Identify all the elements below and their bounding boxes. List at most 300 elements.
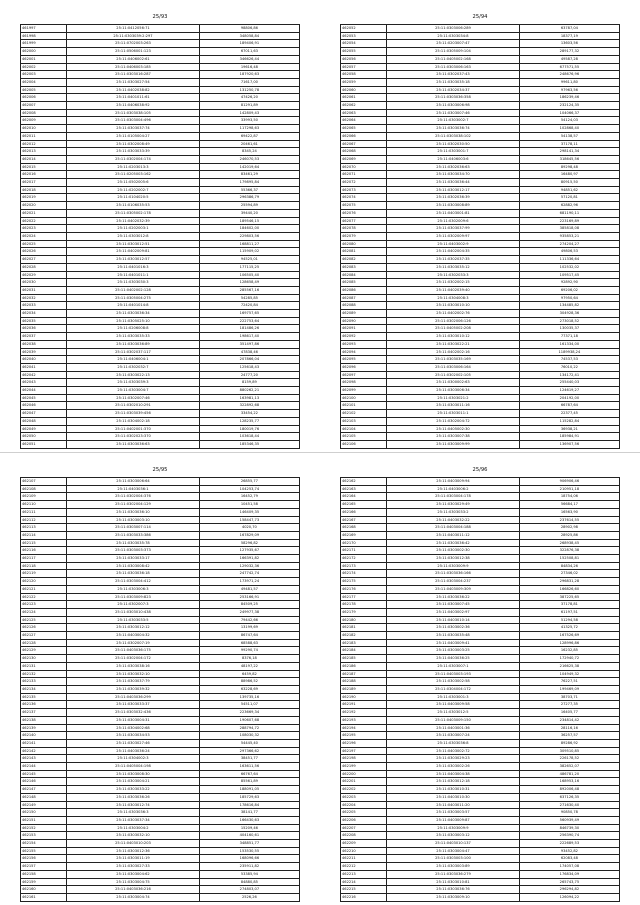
table-row xyxy=(21,516,300,524)
table-row xyxy=(341,601,620,609)
value-cell: 71617,00 xyxy=(199,78,299,86)
row-number-cell: 462114 xyxy=(21,531,67,539)
table-row xyxy=(21,371,300,379)
value-cell: 36257,57 xyxy=(519,732,619,740)
cadastral-number-cell: 25:11:0303009:9 xyxy=(387,824,520,832)
cadastral-number-cell: 25:11:0302007:46 xyxy=(67,394,200,402)
table-row xyxy=(341,102,620,110)
value-cell: 181486,26 xyxy=(199,325,299,333)
row-number-cell: 462205 xyxy=(341,809,387,817)
row-number-cell: 462171 xyxy=(341,547,387,555)
cadastral-number-cell: 25:11:0303003:373 xyxy=(67,547,200,555)
table-row xyxy=(21,25,300,33)
value-cell: 486781,20 xyxy=(519,770,619,778)
cadastral-number-cell: 25:11:0303012:51 xyxy=(67,240,200,248)
value-cell: 187920,63 xyxy=(199,71,299,79)
cadastral-number-cell: 25:11:0401016:3 xyxy=(67,263,200,271)
table-row xyxy=(21,508,300,516)
cadastral-number-cell: 25:11:0402009:81 xyxy=(67,248,200,256)
cadastral-number-cell: 25:11:0402002:16 xyxy=(387,348,520,356)
register-table xyxy=(20,477,300,902)
cadastral-number-cell: 25:11:0403002:97 xyxy=(387,608,520,616)
value-cell: 115282,84 xyxy=(519,417,619,425)
cadastral-number-cell: 25:11:0403009:309 xyxy=(387,585,520,593)
value-cell: 49806,53 xyxy=(519,248,619,256)
cadastral-number-cell: 25:11:0303036:279 xyxy=(387,870,520,878)
value-cell: 161334,00 xyxy=(519,340,619,348)
row-number-cell: 462202 xyxy=(341,786,387,794)
cadastral-number-cell: 25:11:0502005:6 xyxy=(67,179,200,187)
row-number-cell: 462100 xyxy=(341,394,387,402)
value-cell: 63787,04 xyxy=(519,25,619,33)
row-number-cell: 462161 xyxy=(21,893,67,901)
row-number-cell: 462094 xyxy=(341,348,387,356)
cadastral-number-cell: 25:11:0403002:72 xyxy=(387,747,520,755)
table-row xyxy=(21,433,300,441)
cadastral-number-cell: 25:11:0303004:75 xyxy=(67,878,200,886)
cadastral-number-cell: 25:11:0302004:376 xyxy=(67,493,200,501)
row-number-cell: 462011 xyxy=(21,132,67,140)
table-row xyxy=(341,678,620,686)
table-row xyxy=(21,279,300,287)
table-row xyxy=(21,840,300,848)
cadastral-number-cell: 25:11:0302002:15 xyxy=(387,279,520,287)
value-cell: 83461,29 xyxy=(199,171,299,179)
row-number-cell: 462203 xyxy=(341,793,387,801)
cadastral-number-cell: 25:11:0303002:30 xyxy=(387,547,520,555)
value-cell: 296386,79 xyxy=(199,194,299,202)
value-cell: 296831,28 xyxy=(519,578,619,586)
cadastral-number-cell: 25:11:0303030:3 xyxy=(67,279,200,287)
cadastral-number-cell: 25:11:0302032:7 xyxy=(67,363,200,371)
table-row xyxy=(21,701,300,709)
value-cell: 935853,21 xyxy=(519,232,619,240)
value-cell: 69422,87 xyxy=(199,132,299,140)
table-row xyxy=(341,55,620,63)
table-row xyxy=(341,608,620,616)
value-cell: 168811,27 xyxy=(199,240,299,248)
cadastral-number-cell: 25:11:0303034:8 xyxy=(387,32,520,40)
row-number-cell: 462023 xyxy=(21,225,67,233)
cadastral-number-cell: 25:11:0304002:18 xyxy=(67,417,200,425)
table-row xyxy=(341,478,620,486)
cadastral-number-cell: 25:11:0406003:185 xyxy=(67,63,200,71)
value-cell: 8159,89 xyxy=(199,379,299,387)
cadastral-number-cell: 25:11:0303038:102 xyxy=(387,132,520,140)
cadastral-number-cell: 25:11:0303036:63 xyxy=(67,440,200,448)
cadastral-number-cell: 25:11:0303002:26 xyxy=(387,763,520,771)
row-number-cell: 462120 xyxy=(21,578,67,586)
value-cell: 223669,34 xyxy=(199,709,299,717)
row-number-cell: 461997 xyxy=(21,25,67,33)
table-row xyxy=(21,417,300,425)
value-cell: 248676,96 xyxy=(519,71,619,79)
cadastral-number-cell: 25:11:0403036:24 xyxy=(67,747,200,755)
cadastral-number-cell: 25:11:0303033:37 xyxy=(67,701,200,709)
value-cell: 274803,07 xyxy=(199,886,299,894)
table-row xyxy=(341,824,620,832)
row-number-cell: 462084 xyxy=(341,271,387,279)
cadastral-number-cell: 25:11:0303007:24 xyxy=(387,732,520,740)
table-row xyxy=(341,801,620,809)
value-cell: 18377,19 xyxy=(519,32,619,40)
value-cell: 131250,78 xyxy=(199,86,299,94)
cadastral-number-cell: 25:11:0302037:117 xyxy=(67,348,200,356)
table-row xyxy=(341,886,620,894)
cadastral-number-cell: 25:11:0402001:370 xyxy=(67,425,200,433)
row-number-cell: 462004 xyxy=(21,78,67,86)
table-row xyxy=(341,209,620,217)
table-row xyxy=(21,824,300,832)
row-number-cell: 462036 xyxy=(21,325,67,333)
row-number-cell: 462157 xyxy=(21,863,67,871)
row-number-cell: 462110 xyxy=(21,501,67,509)
row-number-cell: 462026 xyxy=(21,248,67,256)
value-cell: 49481,57 xyxy=(199,585,299,593)
cadastral-number-cell: 25:11:0303036:22 xyxy=(387,593,520,601)
cadastral-number-cell: 25:11:0303004:21 xyxy=(67,778,200,786)
table-row xyxy=(21,524,300,532)
row-number-cell: 462160 xyxy=(21,886,67,894)
page-number: 25/93 xyxy=(152,14,168,20)
value-cell: 318645,56 xyxy=(519,155,619,163)
cadastral-number-cell: 25:11:0403003:193 xyxy=(387,670,520,678)
table-row xyxy=(341,793,620,801)
value-cell: 296294,82 xyxy=(519,886,619,894)
value-cell: 115909,02 xyxy=(199,248,299,256)
row-number-cell: 462062 xyxy=(341,102,387,110)
row-number-cell: 462014 xyxy=(21,155,67,163)
cadastral-number-cell: 25:11:0303035:12 xyxy=(387,263,520,271)
row-number-cell: 462104 xyxy=(341,425,387,433)
value-cell: 158447,73 xyxy=(199,516,299,524)
cadastral-number-cell: 25:11:0303009:10 xyxy=(387,893,520,901)
table-row xyxy=(21,678,300,686)
value-cell: 256390,74 xyxy=(519,832,619,840)
row-number-cell: 462050 xyxy=(21,433,67,441)
row-number-cell: 462192 xyxy=(341,709,387,717)
value-cell: 346626,44 xyxy=(199,55,299,63)
value-cell: 222753,64 xyxy=(199,317,299,325)
value-cell: 207866,04 xyxy=(199,356,299,364)
table-row xyxy=(341,394,620,402)
value-cell: 124619,27 xyxy=(519,387,619,395)
value-cell: 69206,02 xyxy=(519,286,619,294)
value-cell: 104949,32 xyxy=(519,670,619,678)
cadastral-number-cell: 25:11:0303001:7 xyxy=(387,148,520,156)
row-number-cell: 462024 xyxy=(21,232,67,240)
table-row xyxy=(341,516,620,524)
value-cell: 189406,91 xyxy=(199,40,299,48)
table-row xyxy=(21,608,300,616)
table-row xyxy=(341,417,620,425)
cadastral-number-cell: 25:11:0303035:33 xyxy=(67,333,200,341)
value-cell: 232124,35 xyxy=(519,102,619,110)
table-row xyxy=(341,171,620,179)
row-number-cell: 462027 xyxy=(21,256,67,264)
table-row xyxy=(341,240,620,248)
cadastral-number-cell: 25:11:0303003:25 xyxy=(387,647,520,655)
value-cell: 184602,00 xyxy=(199,225,299,233)
value-cell: 99611,80 xyxy=(519,78,619,86)
table-row xyxy=(341,531,620,539)
value-cell: 92892,90 xyxy=(519,279,619,287)
cadastral-number-cell: 25:11:0303010:438 xyxy=(67,608,200,616)
cadastral-number-cell: 25:11:0303006:289 xyxy=(387,25,520,33)
table-row xyxy=(341,832,620,840)
table-row xyxy=(21,855,300,863)
table-row xyxy=(21,317,300,325)
row-number-cell: 462086 xyxy=(341,286,387,294)
table-row xyxy=(21,555,300,563)
value-cell: 222689,53 xyxy=(519,840,619,848)
value-cell: 97963,56 xyxy=(519,86,619,94)
cadastral-number-cell: 25:11:0303034:53 xyxy=(67,732,200,740)
table-row xyxy=(341,225,620,233)
table-row xyxy=(341,724,620,732)
table-row xyxy=(341,117,620,125)
table-row xyxy=(21,624,300,632)
cadastral-number-cell: 25:11:0303027:46 xyxy=(67,739,200,747)
table-row xyxy=(341,263,620,271)
value-cell: 188091,05 xyxy=(199,786,299,794)
row-number-cell: 462020 xyxy=(21,202,67,210)
table-row xyxy=(341,186,620,194)
table-row xyxy=(341,747,620,755)
row-number-cell: 462164 xyxy=(341,493,387,501)
table-row xyxy=(341,670,620,678)
value-cell: 385818,08 xyxy=(519,225,619,233)
cadastral-number-cell: 25:11:0303006:98 xyxy=(387,102,520,110)
table-row xyxy=(341,202,620,210)
value-cell: 102868,40 xyxy=(519,125,619,133)
table-row xyxy=(21,410,300,418)
row-number-cell: 462075 xyxy=(341,202,387,210)
value-cell: 560939,49 xyxy=(519,816,619,824)
cadastral-number-cell: 25:11:0303037:74 xyxy=(67,125,200,133)
document-page-2 xyxy=(320,0,640,452)
value-cell: 185346,35 xyxy=(199,440,299,448)
row-number-cell: 462215 xyxy=(341,886,387,894)
cadastral-number-cell: 25:11:0303006:3 xyxy=(67,585,200,593)
row-number-cell: 462155 xyxy=(21,847,67,855)
row-number-cell: 462065 xyxy=(341,125,387,133)
row-number-cell: 462152 xyxy=(21,824,67,832)
cadastral-number-cell: 25:11:0403006:2 xyxy=(387,485,520,493)
cadastral-number-cell: 25:11:0203013:3 xyxy=(67,163,200,171)
cadastral-number-cell: 25:11:0302037:43 xyxy=(387,71,520,79)
value-cell: 93452,82 xyxy=(519,847,619,855)
table-row xyxy=(341,348,620,356)
value-cell: 53385,94 xyxy=(199,870,299,878)
row-number-cell: 462188 xyxy=(341,678,387,686)
value-cell: 285567,16 xyxy=(199,286,299,294)
value-cell: 98806,86 xyxy=(199,25,299,33)
cadastral-number-cell: 25:11:0303011:16 xyxy=(387,402,520,410)
cadastral-number-cell: 25:11:0303038:16 xyxy=(67,662,200,670)
cadastral-number-cell: 25:11:0302033:3 xyxy=(387,271,520,279)
table-row xyxy=(341,294,620,302)
row-number-cell: 462096 xyxy=(341,363,387,371)
row-number-cell: 462105 xyxy=(341,433,387,441)
row-number-cell: 462123 xyxy=(21,601,67,609)
row-number-cell: 462052 xyxy=(341,25,387,33)
row-number-cell: 462054 xyxy=(341,40,387,48)
value-cell: 28925,86 xyxy=(519,531,619,539)
cadastral-number-cell: 25:11:0302004:129 xyxy=(67,501,200,509)
cadastral-number-cell: 25:11:0402002:76 xyxy=(387,310,520,318)
cadastral-number-cell: 25:11:0402004:35 xyxy=(387,248,520,256)
table-row xyxy=(21,562,300,570)
row-number-cell: 462213 xyxy=(341,870,387,878)
table-row xyxy=(341,786,620,794)
table-row xyxy=(21,302,300,310)
cadastral-number-cell: 25:11:0303001:3 xyxy=(387,693,520,701)
row-number-cell: 462095 xyxy=(341,356,387,364)
value-cell: 136907,56 xyxy=(519,440,619,448)
cadastral-number-cell: 25:11:0303010:31 xyxy=(387,786,520,794)
value-cell: 288794,72 xyxy=(199,724,299,732)
row-number-cell: 461998 xyxy=(21,32,67,40)
value-cell: 163611,56 xyxy=(199,763,299,771)
table-row xyxy=(341,63,620,71)
table-row xyxy=(21,155,300,163)
cadastral-number-cell: 25:11:0303006:164 xyxy=(387,363,520,371)
table-row xyxy=(21,325,300,333)
value-cell: 16232,85 xyxy=(519,647,619,655)
cadastral-number-cell: 25:11:0303033:17 xyxy=(67,555,200,563)
value-cell: 16405,77 xyxy=(519,709,619,717)
cadastral-number-cell: 25:11:0702003:263 xyxy=(67,40,200,48)
cadastral-number-cell: 25:11:0303022:21 xyxy=(387,340,520,348)
table-row xyxy=(21,739,300,747)
row-number-cell: 462068 xyxy=(341,148,387,156)
value-cell: 94525,01 xyxy=(199,256,299,264)
row-number-cell: 462165 xyxy=(341,501,387,509)
cadastral-number-cell: 25:11:0303036:358 xyxy=(387,94,520,102)
row-number-cell: 462060 xyxy=(341,86,387,94)
cadastral-number-cell: 25:11:0303007:38 xyxy=(387,433,520,441)
table-row xyxy=(341,125,620,133)
value-cell: 129032,36 xyxy=(199,562,299,570)
row-number-cell: 462037 xyxy=(21,333,67,341)
row-number-cell: 462033 xyxy=(21,302,67,310)
value-cell: 84834,26 xyxy=(519,562,619,570)
row-number-cell: 462097 xyxy=(341,371,387,379)
cadastral-number-cell: 25:11:0303004:178 xyxy=(387,493,520,501)
value-cell: 54285,85 xyxy=(199,294,299,302)
value-cell: 38703,71 xyxy=(519,693,619,701)
table-row xyxy=(21,478,300,486)
value-cell: 387225,65 xyxy=(519,593,619,601)
cadastral-number-cell: 25:11:0303012:17 xyxy=(387,186,520,194)
table-row xyxy=(341,379,620,387)
table-row xyxy=(21,271,300,279)
table-row xyxy=(21,248,300,256)
table-row xyxy=(21,793,300,801)
table-row xyxy=(21,770,300,778)
row-number-cell: 462163 xyxy=(341,485,387,493)
cadastral-number-cell: 25:11:0302009:6 xyxy=(387,217,520,225)
table-row xyxy=(21,48,300,56)
row-number-cell: 462061 xyxy=(341,94,387,102)
value-cell: 139735,16 xyxy=(199,693,299,701)
cadastral-number-cell: 25:11:0403009:41 xyxy=(387,639,520,647)
value-cell: 108030,32 xyxy=(199,732,299,740)
cadastral-number-cell: 25:11:0304004:172 xyxy=(387,685,520,693)
table-row xyxy=(341,387,620,395)
cadastral-number-cell: 25:11:0303033:22 xyxy=(67,786,200,794)
table-row xyxy=(21,394,300,402)
row-number-cell: 462067 xyxy=(341,140,387,148)
value-cell: 142019,64 xyxy=(199,163,299,171)
table-row xyxy=(21,809,300,817)
table-row xyxy=(341,863,620,871)
cadastral-number-cell: 25:11:0303002:58 xyxy=(387,678,520,686)
table-row xyxy=(341,547,620,555)
value-cell: 166826,60 xyxy=(519,585,619,593)
row-number-cell: 462092 xyxy=(341,333,387,341)
document-page-4 xyxy=(320,453,640,905)
table-row xyxy=(21,232,300,240)
value-cell: 76010,22 xyxy=(519,363,619,371)
value-cell: 253166,91 xyxy=(199,593,299,601)
table-row xyxy=(341,755,620,763)
row-number-cell: 462144 xyxy=(21,763,67,771)
value-cell: 47426,20 xyxy=(199,94,299,102)
cadastral-number-cell: 25:11:0405002:30 xyxy=(387,425,520,433)
table-row xyxy=(21,256,300,264)
value-cell: 246070,53 xyxy=(199,155,299,163)
row-number-cell: 462212 xyxy=(341,863,387,871)
cadastral-number-cell: 25:11:0403009:58 xyxy=(387,701,520,709)
value-cell: 322876,38 xyxy=(519,547,619,555)
page-number: 25/94 xyxy=(472,14,488,20)
cadastral-number-cell: 25:11:0405002:168 xyxy=(387,55,520,63)
table-row xyxy=(341,371,620,379)
table-row xyxy=(341,501,620,509)
cadastral-number-cell: 25:11:0303011:1 xyxy=(387,410,520,418)
value-cell: 177115,25 xyxy=(199,263,299,271)
cadastral-number-cell: 25:11:0303036:10 xyxy=(67,508,200,516)
table-row xyxy=(21,816,300,824)
row-number-cell: 462080 xyxy=(341,240,387,248)
value-cell: 229803,56 xyxy=(199,232,299,240)
cadastral-number-cell: 25:11:0302008:49 xyxy=(67,140,200,148)
row-number-cell: 462108 xyxy=(21,485,67,493)
table-row xyxy=(341,716,620,724)
row-number-cell: 462048 xyxy=(21,417,67,425)
cadastral-number-cell: 25:11:0303009:9 xyxy=(387,562,520,570)
value-cell: 102532,02 xyxy=(519,263,619,271)
cadastral-number-cell: 25:11:0303004:74 xyxy=(67,893,200,901)
row-number-cell: 462055 xyxy=(341,48,387,56)
value-cell: 54445,40 xyxy=(199,739,299,747)
row-number-cell: 462156 xyxy=(21,855,67,863)
value-cell: 66787,64 xyxy=(519,402,619,410)
cadastral-number-cell: 25:11:0304008:3 xyxy=(387,294,520,302)
table-row xyxy=(21,125,300,133)
row-number-cell: 462088 xyxy=(341,302,387,310)
cadastral-number-cell: 25:11:0303034:70 xyxy=(387,171,520,179)
cadastral-number-cell: 25:11:0403036:175 xyxy=(67,647,200,655)
row-number-cell: 462017 xyxy=(21,179,67,187)
row-number-cell: 462030 xyxy=(21,279,67,287)
value-cell: 351497,86 xyxy=(199,340,299,348)
cadastral-number-cell: 25:11:0403010:203 xyxy=(67,840,200,848)
value-cell: 48197,22 xyxy=(199,662,299,670)
table-row xyxy=(21,440,300,448)
